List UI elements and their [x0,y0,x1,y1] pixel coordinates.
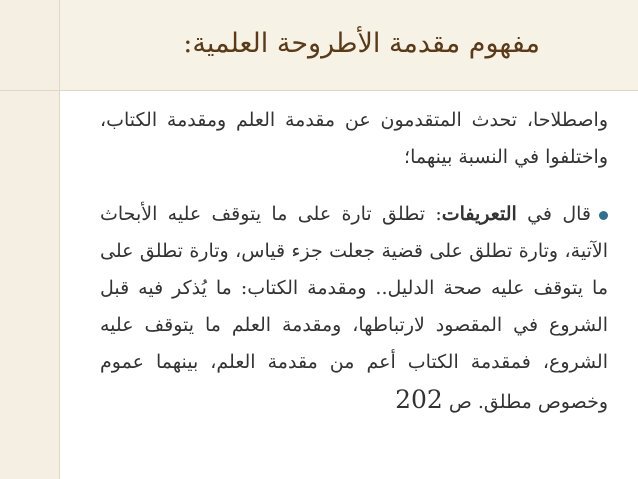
term-definitions: التعريفات [441,203,517,225]
vertical-divider [59,0,60,479]
horizontal-divider [0,90,638,91]
paragraph-2-intro: قال في [527,203,592,225]
paragraph-1: واصطلاحا، تحدث المتقدمون عن مقدمة العلم ومقدمة الكتاب، واختلفوا في النسبة بينهما؛ [100,109,608,168]
paragraph-2-body: : تطلق تارة على ما يتوقف عليه الأبحاث الآتية، وتارة تطلق على قضية جعلت جزء قياس، وتارة تطلق على ما يتوقف عليه صحة الدليل.. ومقدمة الكتاب: ما يُذكر فيه قبل الشروع في المقصود لارتباطها، ومقدمة العلم ما يتوقف عليه الشروع، فمقدمة الكتاب أعم من مقدمة العلم، بينهما عموم وخصوص مطلق. ص [100,203,608,413]
side-band [0,0,60,479]
slide-title: مفهوم مقدمة الأطروحة العلمية: [183,28,540,59]
page-reference: 202 [395,385,443,414]
bullet-icon [599,211,608,220]
paragraph-2 [100,196,608,421]
